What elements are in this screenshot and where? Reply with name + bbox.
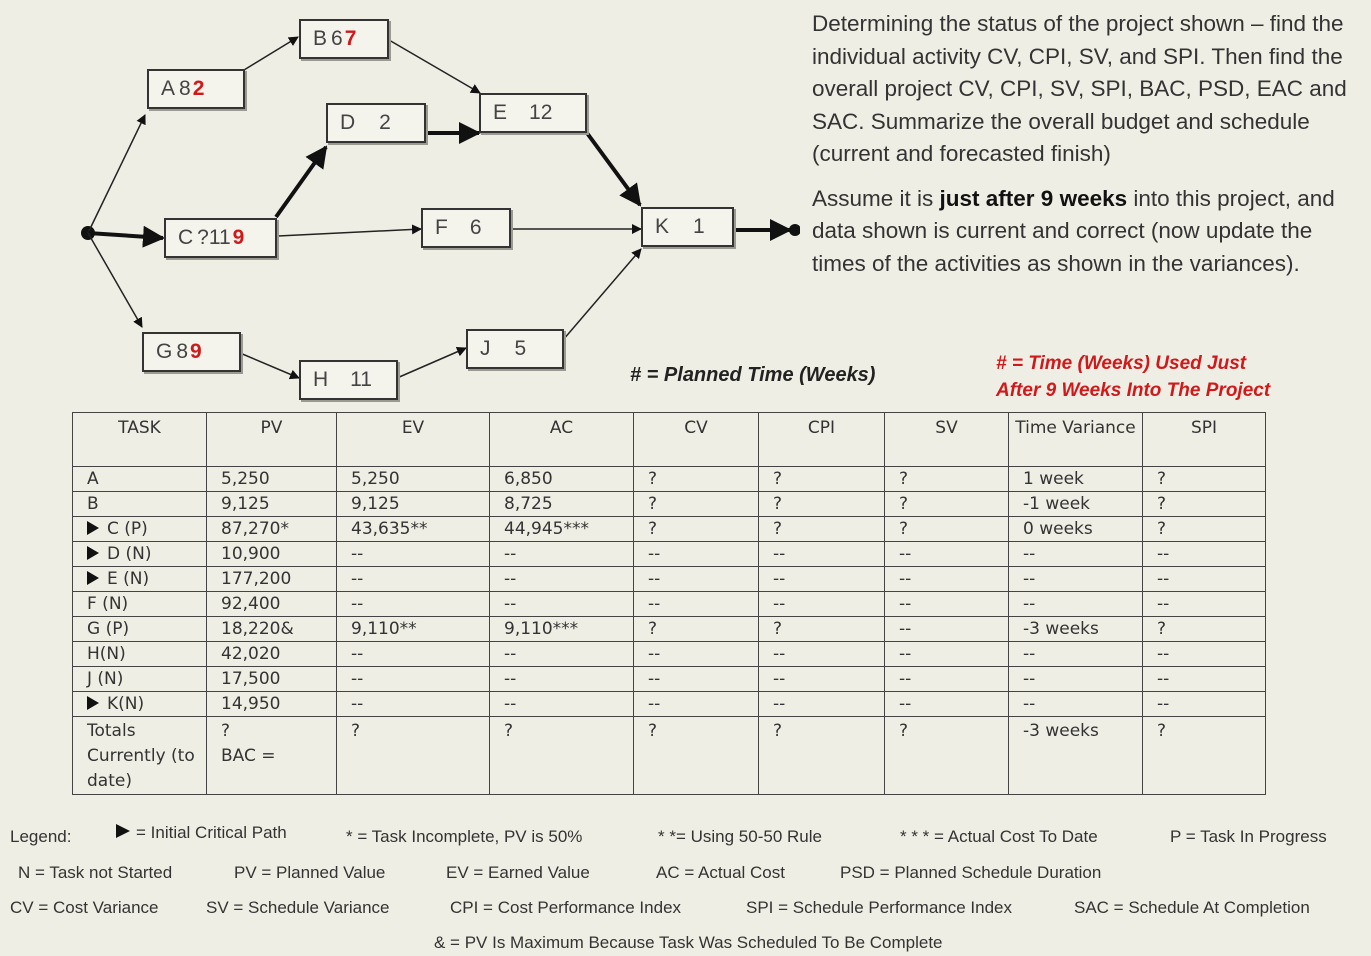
- table-cell: 92,400: [207, 592, 337, 617]
- node-j: [466, 329, 564, 369]
- node-f-name: F: [435, 216, 448, 239]
- table-cell: 44,945***: [490, 517, 634, 542]
- task-name: H(N): [87, 644, 126, 664]
- table-cell: --: [885, 692, 1009, 717]
- legend-pv: PV = Planned Value: [234, 863, 386, 882]
- instructions-para-2-bold: just after 9 weeks: [939, 185, 1128, 211]
- task-cell: [73, 542, 207, 567]
- totals-cell: ?: [337, 717, 490, 795]
- task-name: B: [87, 494, 99, 514]
- node-b-used: 7: [344, 27, 357, 50]
- task-name: C (P): [107, 519, 148, 539]
- totals-cell: -3 weeks: [1009, 717, 1143, 795]
- legend-ev: EV = Earned Value: [446, 863, 590, 882]
- table-cell: ?: [1143, 517, 1266, 542]
- instructions-para-2: [812, 183, 1357, 281]
- table-cell: --: [759, 567, 885, 592]
- edge-j-k: [563, 249, 641, 340]
- table-cell: --: [490, 642, 634, 667]
- node-g-name: G: [156, 340, 173, 363]
- table-cell: --: [337, 542, 490, 567]
- edge-g-h: [240, 353, 299, 378]
- table-header-row: [73, 413, 1266, 467]
- table-row: [73, 542, 1266, 567]
- node-c-used: 9: [232, 226, 245, 249]
- table-cell: 8,725: [490, 492, 634, 517]
- table-cell: --: [1009, 567, 1143, 592]
- instructions-para-1: Determining the status of the project shown – find the individual activity CV, CPI, SV, and SPI. Then find the overall project CV, CPI, SV, SPI, BAC, PSD, EAC and SAC. Summarize the overall budget and schedule (current and forecasted finish): [812, 11, 1347, 166]
- edge-a-b: [244, 37, 298, 70]
- table-cell: 0 weeks: [1009, 517, 1143, 542]
- node-j-planned: 5: [514, 337, 527, 360]
- table-row: [73, 467, 1266, 492]
- task-name: J (N): [87, 669, 124, 689]
- legend-amp: & = PV Is Maximum Because Task Was Scheduled To Be Complete: [434, 933, 943, 952]
- node-d-planned: 2: [379, 111, 391, 134]
- header-cv: CV: [634, 413, 759, 467]
- edge-h-j: [397, 348, 466, 378]
- table-cell: --: [885, 642, 1009, 667]
- edge-c-d: [276, 147, 326, 217]
- table-cell: 42,020: [207, 642, 337, 667]
- totals-cell: ?: [1143, 717, 1266, 795]
- planned-time-note: # = Planned Time (Weeks): [630, 364, 876, 386]
- node-c: [164, 218, 277, 258]
- header-ev: EV: [337, 413, 490, 467]
- node-d-name: D: [340, 111, 356, 134]
- node-a-used: 2: [192, 77, 205, 100]
- totals-label: Totals Currently (to date): [73, 717, 207, 795]
- header-sv: SV: [885, 413, 1009, 467]
- table-cell: --: [885, 617, 1009, 642]
- critical-path-triangle-icon: [87, 696, 99, 710]
- table-cell: -3 weeks: [1009, 617, 1143, 642]
- table-row: [73, 517, 1266, 542]
- table-cell: 5,250: [337, 467, 490, 492]
- table-cell: 5,250: [207, 467, 337, 492]
- table-cell: --: [1009, 667, 1143, 692]
- task-cell: [73, 617, 207, 642]
- table-cell: ?: [885, 517, 1009, 542]
- table-cell: --: [885, 567, 1009, 592]
- table-cell: 87,270*: [207, 517, 337, 542]
- task-cell: [73, 692, 207, 717]
- table-cell: ?: [634, 517, 759, 542]
- header-pv: PV: [207, 413, 337, 467]
- header-spi: SPI: [1143, 413, 1266, 467]
- critical-path-triangle-icon: [116, 824, 130, 838]
- table-cell: ?: [759, 492, 885, 517]
- node-e-name: E: [493, 101, 508, 124]
- table-cell: --: [490, 592, 634, 617]
- node-k-planned: 1: [693, 215, 705, 238]
- task-name: D (N): [107, 544, 152, 564]
- table-cell: --: [634, 692, 759, 717]
- table-cell: --: [759, 692, 885, 717]
- edge-start-c: [88, 233, 163, 238]
- totals-bac: BAC =: [221, 746, 276, 766]
- table-cell: ?: [885, 467, 1009, 492]
- table-cell: --: [1143, 692, 1266, 717]
- table-cell: ?: [634, 467, 759, 492]
- totals-pv: ?: [221, 721, 231, 741]
- node-g: [142, 332, 241, 372]
- totals-pv-cell: [207, 717, 337, 795]
- table-cell: --: [885, 667, 1009, 692]
- node-j-name: J: [480, 337, 491, 360]
- table-cell: --: [1009, 642, 1143, 667]
- task-name: K(N): [107, 694, 145, 714]
- table-cell: --: [490, 567, 634, 592]
- table-cell: 9,110***: [490, 617, 634, 642]
- node-h-planned: 11: [350, 368, 372, 391]
- task-cell: [73, 492, 207, 517]
- node-f-planned: 6: [469, 216, 482, 239]
- node-c-planned: ?11: [197, 226, 231, 249]
- edge-start-g: [88, 233, 142, 327]
- legend-cv: CV = Cost Variance: [10, 898, 159, 917]
- task-cell: [73, 592, 207, 617]
- table-cell: --: [1009, 592, 1143, 617]
- used-time-note-line-1: # = Time (Weeks) Used Just: [996, 353, 1247, 374]
- table-row: [73, 567, 1266, 592]
- table-cell: -1 week: [1009, 492, 1143, 517]
- table-cell: --: [759, 542, 885, 567]
- node-k-name: K: [655, 215, 670, 238]
- table-cell: --: [1143, 667, 1266, 692]
- table-cell: --: [759, 592, 885, 617]
- legend-cpi: CPI = Cost Performance Index: [450, 898, 682, 917]
- task-name: F (N): [87, 594, 129, 614]
- instructions-para-2-post: into this project, and data shown is current and correct (now update the times of the activities as shown in the variances).: [812, 185, 1335, 276]
- edge-b-e: [389, 40, 480, 93]
- table-cell: 14,950: [207, 692, 337, 717]
- table-cell: ?: [1143, 617, 1266, 642]
- table-cell: --: [337, 667, 490, 692]
- table-row: [73, 667, 1266, 692]
- legend-spi: SPI = Schedule Performance Index: [746, 898, 1013, 917]
- table-cell: --: [634, 567, 759, 592]
- legend-p: P = Task In Progress: [1170, 827, 1327, 846]
- table-cell: --: [337, 642, 490, 667]
- critical-path-triangle-icon: [87, 546, 99, 560]
- table-cell: --: [337, 692, 490, 717]
- table-cell: --: [490, 667, 634, 692]
- task-name: A: [87, 469, 99, 489]
- task-name: E (N): [107, 569, 150, 589]
- table-cell: --: [634, 592, 759, 617]
- legend-star3: * * * = Actual Cost To Date: [900, 827, 1098, 846]
- critical-path-triangle-icon: [87, 571, 99, 585]
- node-b: [299, 19, 389, 59]
- legend-star2: * *= Using 50-50 Rule: [658, 827, 822, 846]
- network-diagram: [0, 0, 800, 410]
- table-cell: 177,200: [207, 567, 337, 592]
- legend-n: N = Task not Started: [18, 863, 173, 882]
- table-row: [73, 592, 1266, 617]
- legend-psd: PSD = Planned Schedule Duration: [840, 863, 1102, 882]
- node-a-name: A: [161, 77, 176, 100]
- table-cell: --: [1143, 642, 1266, 667]
- table-cell: --: [337, 592, 490, 617]
- table-cell: --: [885, 542, 1009, 567]
- legend-critical-path: [116, 823, 287, 843]
- node-e-planned: 12: [529, 101, 553, 124]
- node-a: [147, 69, 245, 109]
- header-time-variance: Time Variance: [1009, 413, 1143, 467]
- node-h-name: H: [313, 368, 329, 391]
- node-g-planned: 8: [176, 340, 189, 363]
- table-cell: --: [1143, 567, 1266, 592]
- task-name: G (P): [87, 619, 130, 639]
- table-cell: 43,635**: [337, 517, 490, 542]
- status-table: [72, 412, 1266, 795]
- table-cell: 10,900: [207, 542, 337, 567]
- table-cell: ?: [759, 517, 885, 542]
- table-cell: ?: [1143, 492, 1266, 517]
- table-cell: --: [634, 542, 759, 567]
- legend-critical-path-text: = Initial Critical Path: [136, 823, 287, 842]
- table-row: [73, 492, 1266, 517]
- header-ac: AC: [490, 413, 634, 467]
- node-a-planned: 8: [179, 77, 191, 100]
- task-cell: [73, 667, 207, 692]
- edge-start-a: [88, 115, 145, 233]
- table-row: [73, 617, 1266, 642]
- totals-cell: ?: [759, 717, 885, 795]
- totals-cell: ?: [885, 717, 1009, 795]
- table-cell: ?: [885, 492, 1009, 517]
- table-cell: 6,850: [490, 467, 634, 492]
- node-f: [421, 208, 511, 248]
- legend-label: Legend:: [10, 827, 72, 846]
- node-b-planned: 6: [331, 27, 343, 50]
- node-e: [479, 93, 587, 133]
- table-cell: --: [759, 667, 885, 692]
- node-g-used: 9: [190, 340, 202, 363]
- totals-cell: ?: [490, 717, 634, 795]
- table-cell: --: [490, 692, 634, 717]
- edge-e-k: [587, 133, 640, 205]
- table-cell: --: [1143, 592, 1266, 617]
- legend-sac: SAC = Schedule At Completion: [1074, 898, 1310, 917]
- table-cell: --: [1143, 542, 1266, 567]
- legend-sv: SV = Schedule Variance: [206, 898, 390, 917]
- table-row: [73, 692, 1266, 717]
- table-cell: ?: [634, 492, 759, 517]
- end-node: [789, 224, 800, 236]
- table-cell: 9,125: [337, 492, 490, 517]
- table-cell: --: [885, 592, 1009, 617]
- table-cell: ?: [634, 617, 759, 642]
- header-task: TASK: [73, 413, 207, 467]
- table-row: [73, 642, 1266, 667]
- totals-cell: ?: [634, 717, 759, 795]
- table-cell: ?: [759, 467, 885, 492]
- table-cell: --: [1009, 542, 1143, 567]
- node-b-name: B: [313, 27, 328, 50]
- table-cell: 17,500: [207, 667, 337, 692]
- table-cell: --: [1009, 692, 1143, 717]
- table-cell: --: [337, 567, 490, 592]
- critical-path-triangle-icon: [87, 521, 99, 535]
- table-cell: --: [634, 667, 759, 692]
- node-c-name: C: [178, 226, 194, 249]
- instructions: [812, 8, 1357, 280]
- used-time-note-line-2: After 9 Weeks Into The Project: [996, 380, 1271, 401]
- node-d: [326, 103, 426, 143]
- edge-c-f: [278, 229, 421, 236]
- table-cell: ?: [759, 617, 885, 642]
- table-cell: 9,110**: [337, 617, 490, 642]
- table-cell: 9,125: [207, 492, 337, 517]
- header-cpi: CPI: [759, 413, 885, 467]
- legend-star1: * = Task Incomplete, PV is 50%: [346, 827, 583, 846]
- table-cell: ?: [1143, 467, 1266, 492]
- totals-row: [73, 717, 1266, 795]
- node-k: [641, 207, 734, 247]
- instructions-para-2-pre: Assume it is: [812, 185, 940, 211]
- table-cell: --: [490, 542, 634, 567]
- legend-ac: AC = Actual Cost: [656, 863, 785, 882]
- table-cell: 1 week: [1009, 467, 1143, 492]
- task-cell: [73, 642, 207, 667]
- task-cell: [73, 467, 207, 492]
- task-cell: [73, 567, 207, 592]
- table-cell: --: [759, 642, 885, 667]
- table-cell: --: [634, 642, 759, 667]
- table-cell: 18,220&: [207, 617, 337, 642]
- task-cell: [73, 517, 207, 542]
- used-time-note: [996, 350, 1270, 404]
- node-h: [299, 360, 398, 400]
